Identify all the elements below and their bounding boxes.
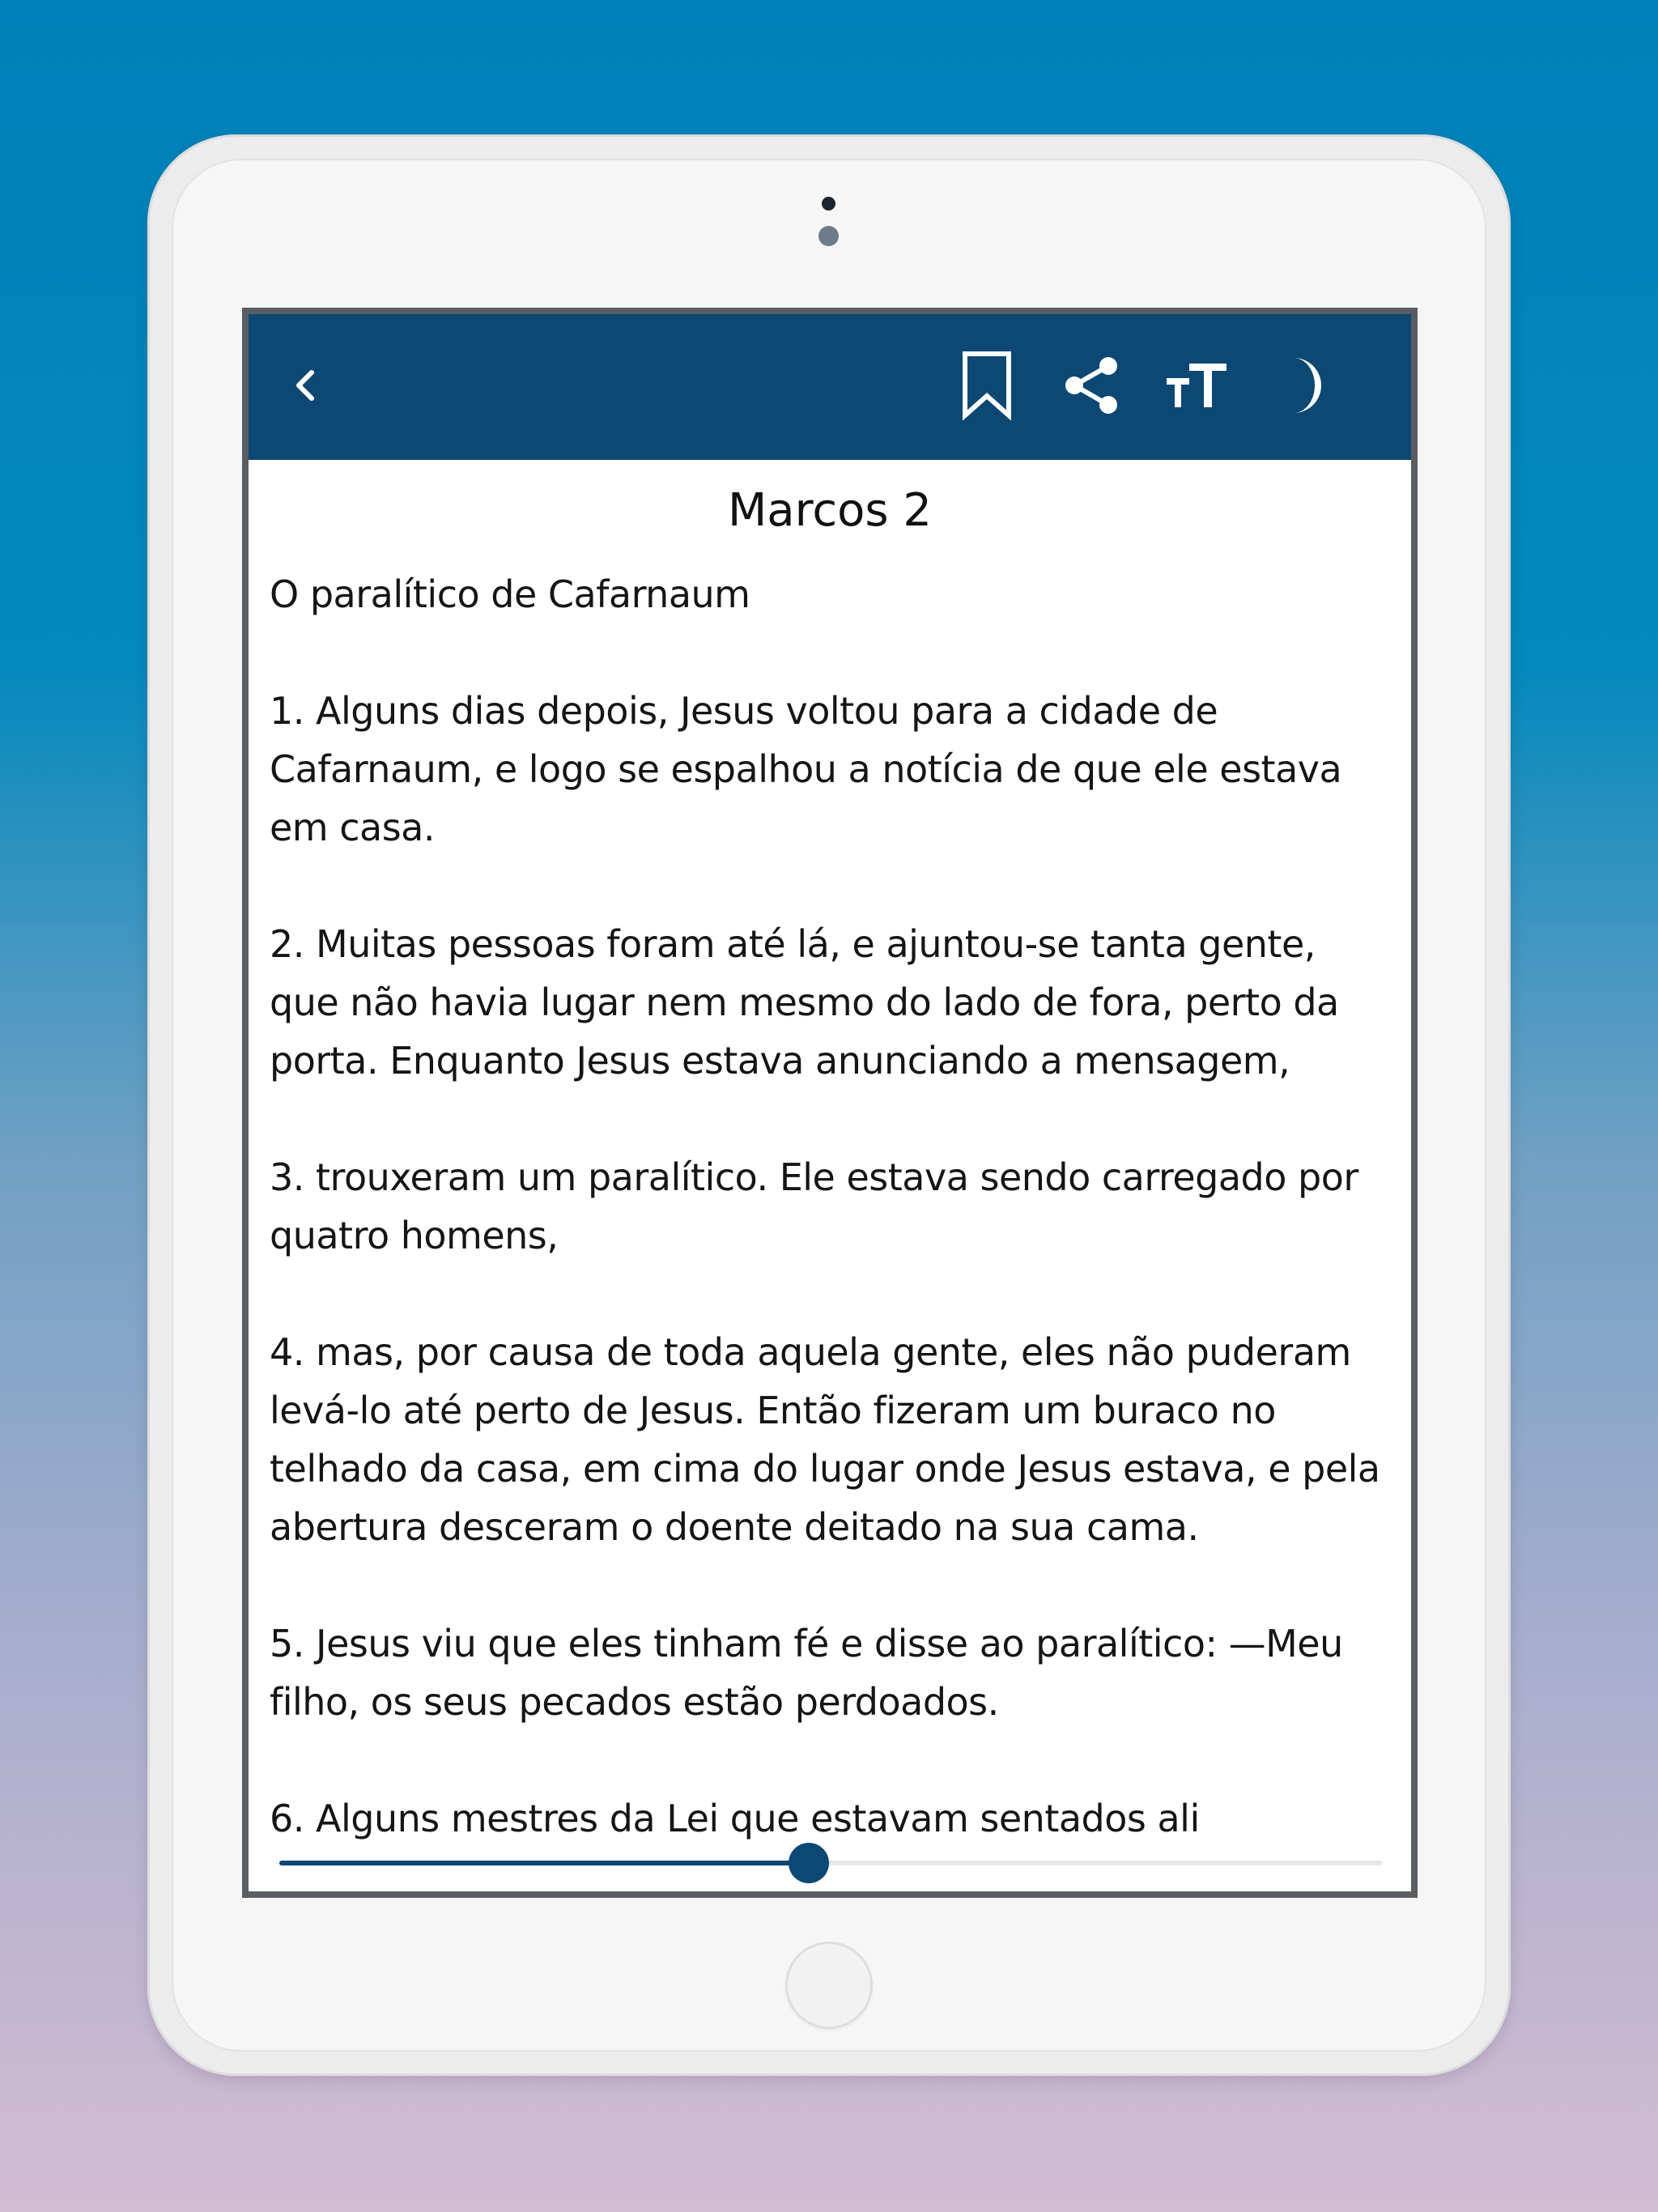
verse: 1. Alguns dias depois, Jesus voltou para a cidade de Cafarnaum, e logo se espalhou a notícia de que ele estava em casa. — [270, 689, 1342, 849]
reader-screen — [242, 308, 1418, 1898]
reading-progress-slider[interactable] — [279, 1861, 1382, 1865]
verse: 4. mas, por causa de toda aquela gente, eles não puderam levá-lo até perto de Jesus. Então fizeram um buraco no telhado da casa, em cima do lugar onde Jesus estava, e pela abertura desceram o doente deitado na sua cama. — [270, 1330, 1380, 1549]
text-size-button[interactable] — [1157, 345, 1238, 426]
home-button[interactable] — [785, 1942, 873, 2029]
slider-thumb[interactable] — [789, 1843, 829, 1883]
back-icon — [281, 361, 329, 410]
share-button[interactable] — [1052, 345, 1133, 426]
verse: 2. Muitas pessoas foram até lá, e ajuntou-se tanta gente, que não havia lugar nem mesmo do lado de fora, perto da porta. Enquanto Jesus estava anunciando a mensagem, — [270, 922, 1339, 1083]
top-toolbar — [249, 314, 1411, 460]
section-heading: O paralítico de Cafarnaum — [270, 572, 750, 616]
night-mode-button[interactable] — [1262, 345, 1343, 426]
slider-fill — [279, 1861, 809, 1865]
night-mode-icon — [1274, 353, 1331, 418]
chapter-text — [270, 565, 1387, 1898]
bookmark-button[interactable] — [946, 345, 1027, 426]
back-button[interactable] — [265, 345, 346, 426]
bookmark-icon — [959, 349, 1015, 422]
text-size-icon — [1165, 357, 1230, 414]
chapter-title: Marcos 2 — [727, 484, 933, 537]
light-sensor — [818, 226, 839, 246]
verse: 5. Jesus viu que eles tinham fé e disse ao paralítico: —Meu filho, os seus pecados estão perdoados. — [270, 1622, 1343, 1724]
verse: 3. trouxeram um paralítico. Ele estava sendo carregado por quatro homens, — [270, 1155, 1358, 1257]
share-icon — [1060, 353, 1124, 418]
verse: 6. Alguns mestres da Lei que estavam sentados ali — [270, 1797, 1200, 1840]
front-camera — [822, 197, 835, 211]
